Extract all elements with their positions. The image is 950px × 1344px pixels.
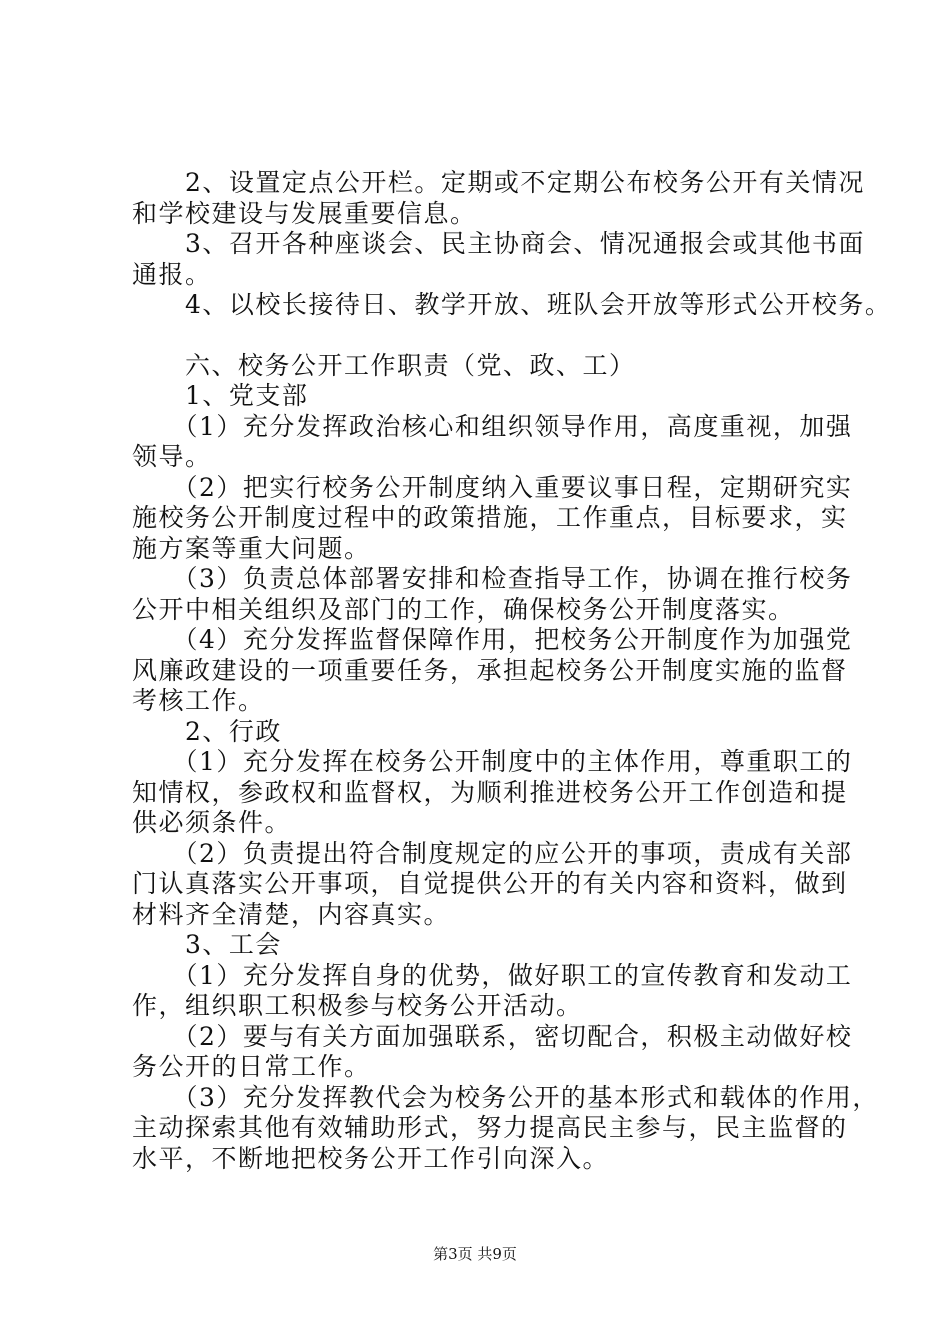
- text-line: 材料齐全清楚，内容真实。: [132, 899, 451, 929]
- text-line: 门认真落实公开事项，自觉提供公开的有关内容和资料，做到: [132, 869, 848, 898]
- text-line: 2、设置定点公开栏。定期或不定期公布校务公开有关情况: [132, 168, 865, 197]
- text-line: 务公开的日常工作。: [132, 1052, 371, 1081]
- text-line: 知情权，参政权和监督权，为顺利推进校务公开工作创造和提: [132, 777, 848, 807]
- text-line: 风廉政建设的一项重要任务，承担起校务公开制度实施的监督: [132, 655, 848, 685]
- text-line: 供必须条件。: [132, 808, 292, 837]
- text-line: （2）负责提出符合制度规定的应公开的事项，责成有关部: [132, 838, 853, 868]
- text-line: 考核工作。: [132, 686, 265, 715]
- text-line: 通报。: [132, 259, 212, 289]
- text-block-duties: [132, 350, 879, 1175]
- page-number-label: 第3页 共9页: [433, 1245, 517, 1263]
- text-line: 4、以校长接待日、教学开放、班队会开放等形式公开校务。: [132, 290, 892, 319]
- text-line: 施校务公开制度过程中的政策措施，工作重点，目标要求，实: [132, 503, 848, 532]
- text-line: 3、工会: [132, 930, 282, 959]
- text-line: （1）充分发挥政治核心和组织领导作用，高度重视，加强: [132, 411, 853, 441]
- text-line: 2、行政: [132, 716, 282, 746]
- text-line: 3、召开各种座谈会、民主协商会、情况通报会或其他书面: [132, 229, 865, 258]
- text-line: 和学校建设与发展重要信息。: [132, 198, 477, 228]
- text-line: 水平，不断地把校务公开工作引向深入。: [132, 1143, 610, 1173]
- document-body: [132, 168, 892, 1174]
- text-line: （2）要与有关方面加强联系，密切配合，积极主动做好校: [132, 1021, 853, 1051]
- text-line: 公开中相关组织及部门的工作，确保校务公开制度落实。: [132, 594, 795, 624]
- text-line: （1）充分发挥在校务公开制度中的主体作用，尊重职工的: [132, 747, 853, 776]
- text-line: 施方案等重大问题。: [132, 533, 371, 563]
- text-line: 六、校务公开工作职责（党、政、工）: [132, 350, 636, 380]
- text-line: 领导。: [132, 442, 212, 471]
- text-line: 作，组织职工积极参与校务公开活动。: [132, 991, 583, 1020]
- text-line: 主动探索其他有效辅助形式，努力提高民主参与，民主监督的: [132, 1113, 848, 1142]
- paragraph-gap: [132, 321, 832, 351]
- text-line: （3）充分发挥教代会为校务公开的基本形式和载体的作用，: [132, 1082, 879, 1112]
- text-line: 1、党支部: [132, 381, 309, 410]
- page-footer: [0, 1244, 950, 1264]
- text-line: （2）把实行校务公开制度纳入重要议事日程，定期研究实: [132, 472, 853, 502]
- text-block-methods: [132, 168, 892, 321]
- text-line: （4）充分发挥监督保障作用，把校务公开制度作为加强党: [132, 625, 853, 654]
- text-line: （1）充分发挥自身的优势，做好职工的宣传教育和发动工: [132, 960, 853, 990]
- text-line: （3）负责总体部署安排和检查指导工作，协调在推行校务: [132, 564, 853, 593]
